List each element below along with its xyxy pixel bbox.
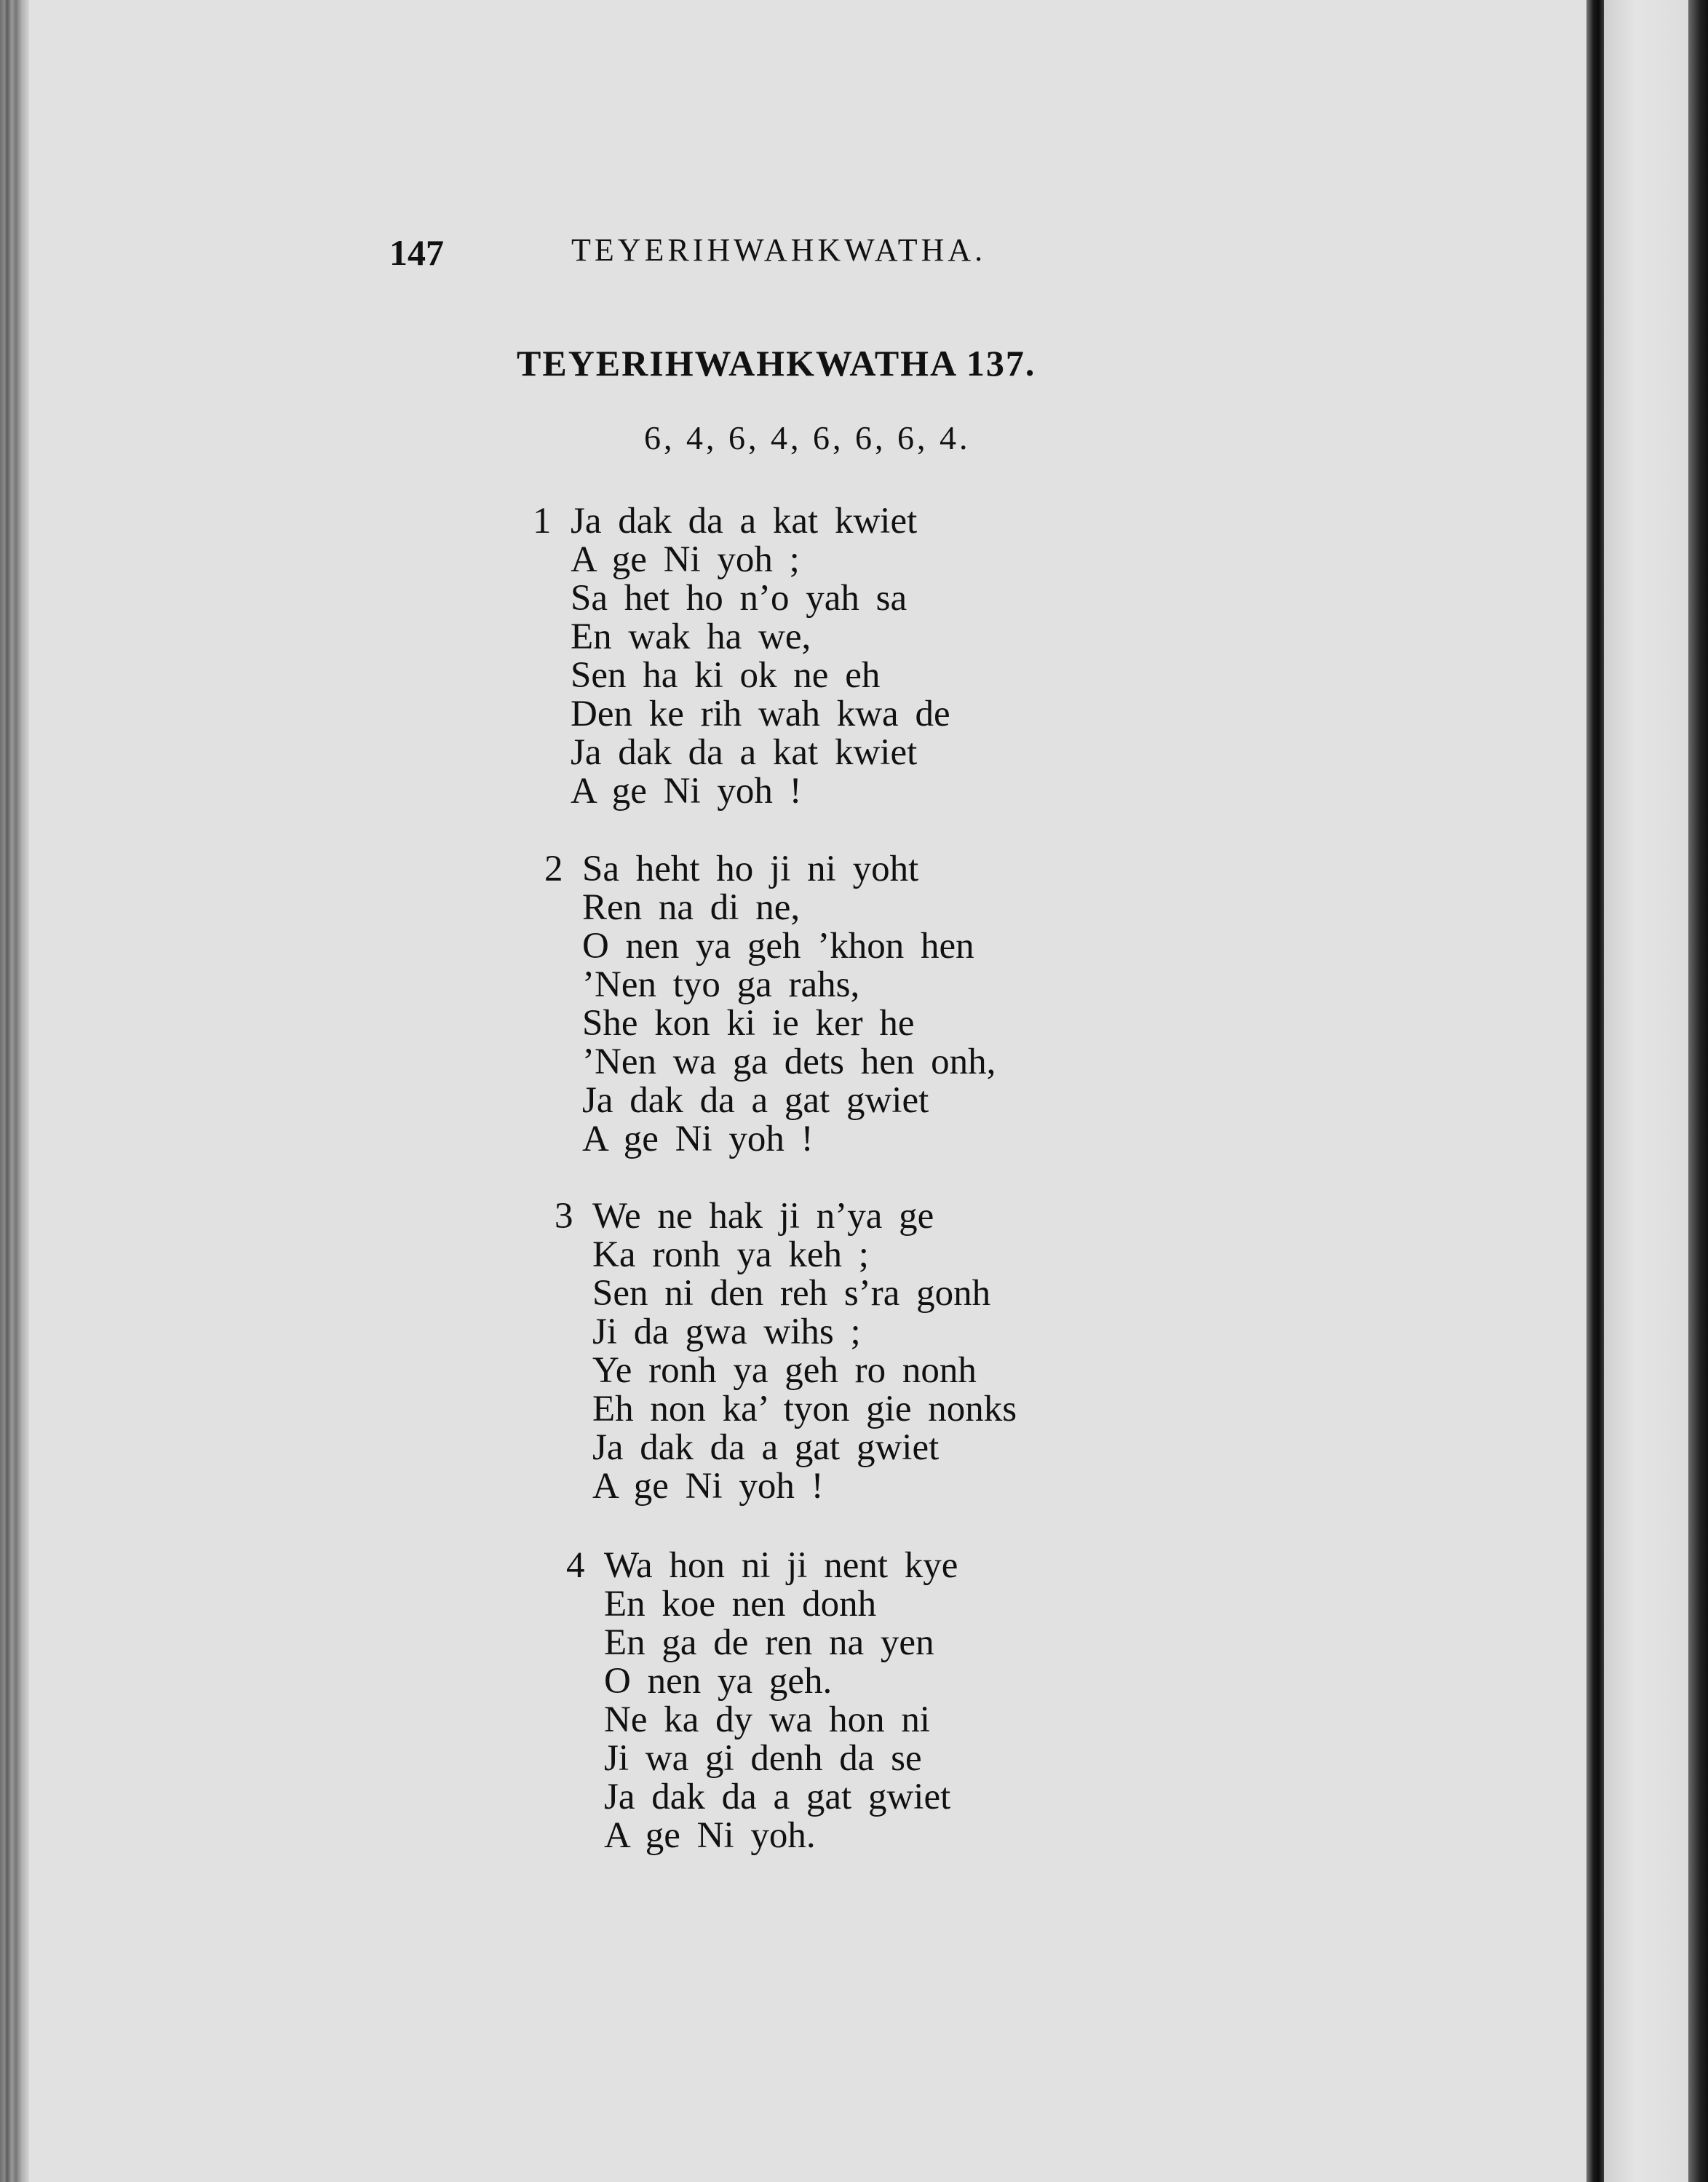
verse-line: 4 Wa hon ni ji nent kye [566,1545,958,1586]
hymn-meter: 6, 4, 6, 4, 6, 6, 6, 4. [644,419,971,456]
verse-number: 4 [566,1545,585,1586]
verse-line: Ji da gwa wihs ; [592,1312,861,1352]
running-title: TEYERIHWAHKWATHA. [571,232,987,268]
verse-line: Ren na di ne, [582,887,801,928]
verse-line: Den ke rih wah kwa de [571,694,950,734]
verse-line: Ja dak da a kat kwiet [571,732,918,773]
verse-line: 1 Ja dak da a kat kwiet [533,501,918,541]
page-header [0,231,1586,275]
verse-line: 3 We ne hak ji n’ya ge [555,1196,934,1237]
verse-line: A ge Ni yoh ; [571,539,800,580]
verse-line: Ji wa gi denh da se [604,1738,922,1779]
verse-line: En ga de ren na yen [604,1622,934,1663]
verse-line: En koe nen donh [604,1584,877,1624]
verse-line: ’Nen wa ga dets hen onh, [582,1042,996,1082]
verse-line: O nen ya geh ’khon hen [582,926,974,967]
verse-line: En wak ha we, [571,616,811,657]
verse-number: 2 [544,849,563,889]
verse-line: Ka ronh ya keh ; [592,1234,869,1275]
verse-line: A ge Ni yoh ! [582,1119,814,1159]
verse-4 [566,1547,958,1855]
verse-line: Ja dak da a gat gwiet [582,1080,929,1121]
verse-line: Eh non ka’ tyon gie nonks [592,1389,1017,1429]
hymn-title: TEYERIHWAHKWATHA 137. [517,343,1036,384]
verse-line: 2 Sa heht ho ji ni yoht [544,849,919,889]
verse-line: Ne ka dy wa hon ni [604,1699,930,1740]
verse-number: 1 [533,501,552,541]
verse-line: Ja dak da a gat gwiet [592,1427,940,1468]
verse-line: O nen ya geh. [604,1661,833,1702]
verse-line: Ye ronh ya geh ro nonh [592,1350,977,1391]
verse-line: A ge Ni yoh ! [571,771,802,812]
page-gutter-shadow [1586,0,1604,2182]
verse-line: ’Nen tyo ga rahs, [582,964,860,1005]
verse-line: A ge Ni yoh ! [592,1466,824,1507]
verse-2 [544,850,996,1159]
verse-3 [555,1197,1017,1506]
verse-line: Ja dak da a gat gwiet [604,1777,951,1817]
verse-line: A ge Ni yoh. [604,1815,816,1856]
verse-line: Sen ni den reh s’ra gonh [592,1273,991,1314]
verse-line: Sen ha ki ok ne eh [571,655,881,696]
verse-number: 3 [555,1196,573,1237]
verse-line: She kon ki ie ker he [582,1003,915,1044]
binding-edge-right [1688,0,1708,2182]
binding-edge-left [0,0,29,2182]
page-number: 147 [389,232,444,273]
verse-1 [533,502,950,811]
verse-line: Sa het ho n’o yah sa [571,578,907,619]
